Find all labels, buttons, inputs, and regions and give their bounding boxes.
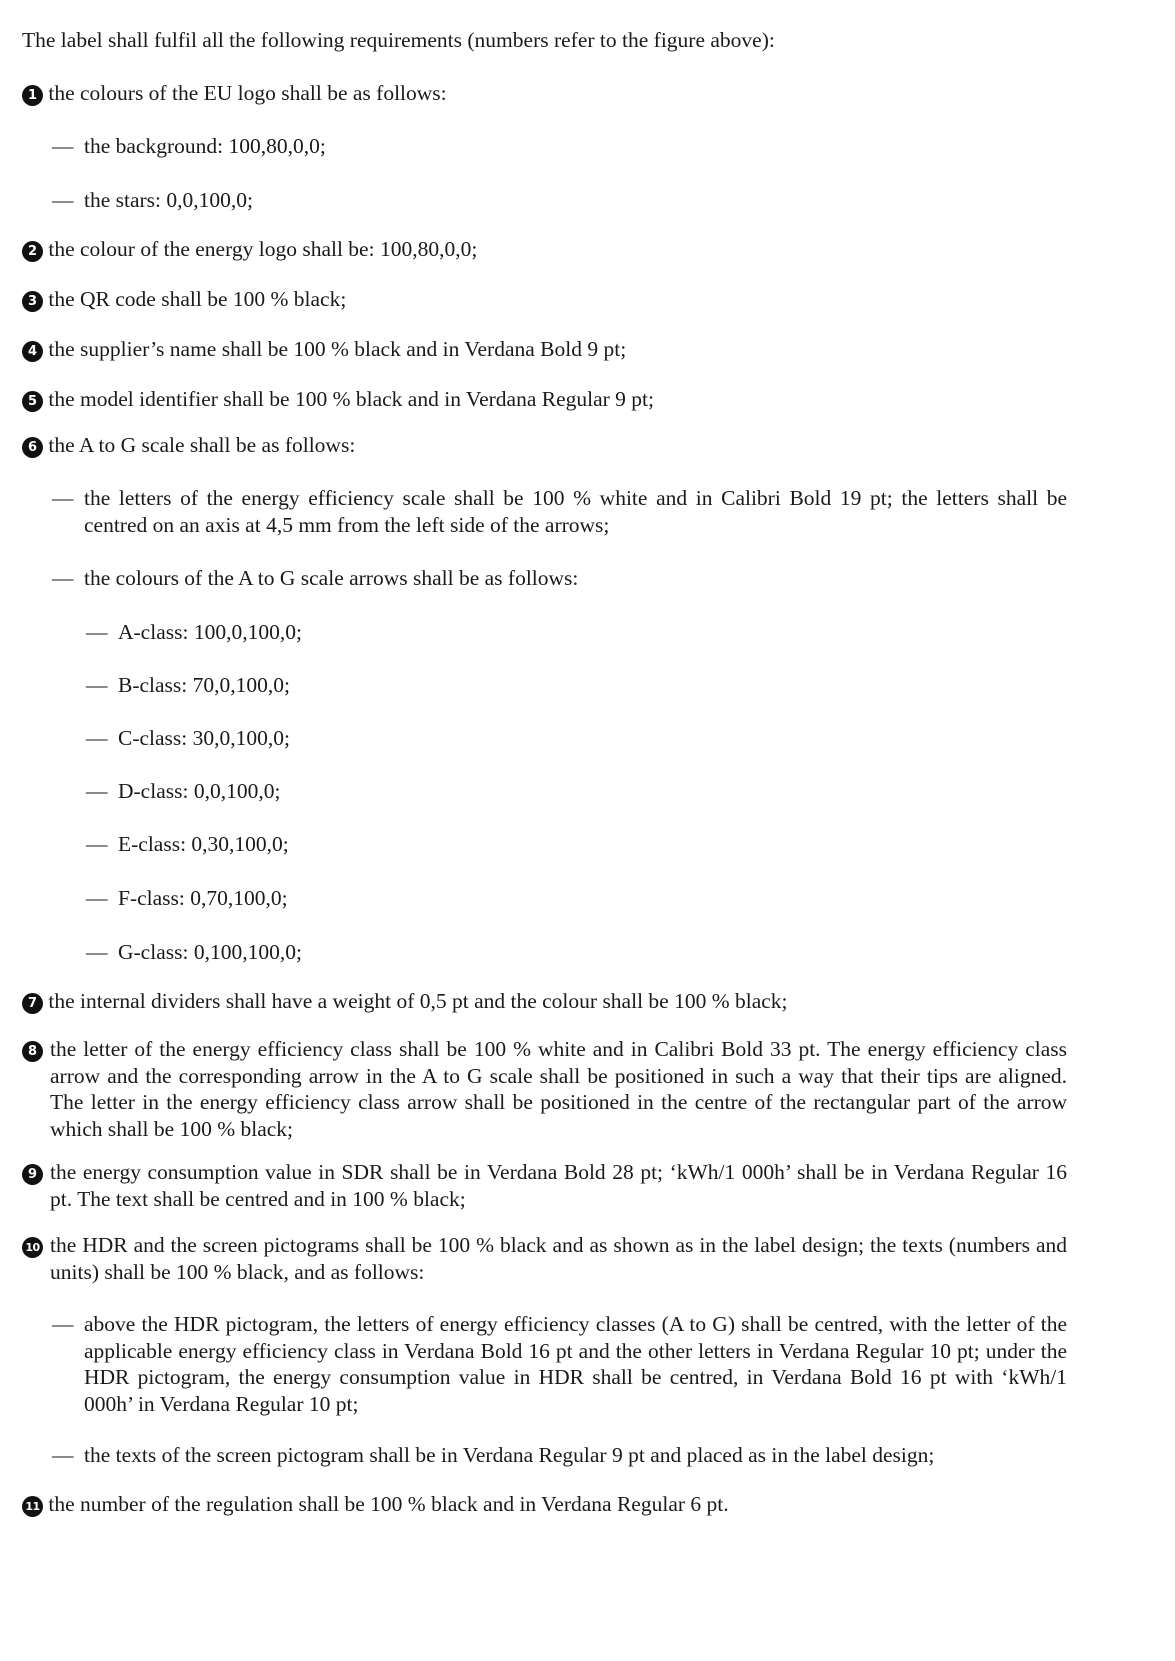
- marker-3-icon: 3: [22, 291, 43, 312]
- marker-7-icon: 7: [22, 993, 43, 1014]
- req6-letters-item: [52, 485, 84, 511]
- class-d-item: [86, 778, 280, 804]
- requirement-6-text: the A to G scale shall be as follows:: [48, 433, 356, 457]
- item-text: F-class: 0,70,100,0;: [118, 886, 288, 910]
- item-text: E-class: 0,30,100,0;: [118, 832, 289, 856]
- req10-hdr-text: above the HDR pictogram, the letters of energy efficiency classes (A to G) shall be centred, with the letter of the applicable energy efficiency class in Verdana Bold 16 pt and the other letters in Verdana Regular 10 pt; under the HDR pictogram, the energy consumption value in HDR shall be centred, in Verdana Bold 16 pt with ‘kWh/1 000h’ in Verdana Regular 10 pt;: [84, 1312, 1067, 1416]
- dash: —: [52, 134, 74, 158]
- req10-screen-item: [52, 1442, 934, 1468]
- marker-10-icon: 10: [22, 1237, 43, 1258]
- req1-stars-item: [52, 187, 253, 213]
- dash: —: [86, 726, 108, 750]
- item-text: C-class: 30,0,100,0;: [118, 726, 290, 750]
- requirement-11-text: the number of the regulation shall be 100 % black and in Verdana Regular 6 pt.: [48, 1492, 729, 1516]
- requirement-5: [22, 386, 654, 412]
- marker-1-icon: 1: [22, 85, 43, 106]
- dash: —: [52, 1443, 74, 1467]
- dash: —: [52, 486, 74, 510]
- item-text: the stars: 0,0,100,0;: [84, 188, 253, 212]
- requirement-1: [22, 80, 447, 106]
- requirement-9-text: the energy consumption value in SDR shall be in Verdana Bold 28 pt; ‘kWh/1 000h’ shall be in Verdana Regular 16 pt. The text shall be centred and in 100 % black;: [50, 1160, 1067, 1211]
- requirement-4-text: the supplier’s name shall be 100 % black and in Verdana Bold 9 pt;: [48, 337, 627, 361]
- requirement-8: [22, 1036, 43, 1062]
- dash: —: [52, 566, 74, 590]
- requirement-7-text: the internal dividers shall have a weight of 0,5 pt and the colour shall be 100 % black;: [48, 989, 788, 1013]
- class-g-item: [86, 939, 302, 965]
- req6-letters-text: the letters of the energy efficiency scale shall be 100 % white and in Calibri Bold 19 pt; the letters shall be centred on an axis at 4,5 mm from the left side of the arrows;: [84, 486, 1067, 537]
- item-text: the colours of the A to G scale arrows shall be as follows:: [84, 566, 579, 590]
- class-b-item: [86, 672, 290, 698]
- item-text: the background: 100,80,0,0;: [84, 134, 326, 158]
- marker-2-icon: 2: [22, 241, 43, 262]
- marker-4-icon: 4: [22, 341, 43, 362]
- dash: —: [52, 188, 74, 212]
- requirement-7: [22, 988, 788, 1014]
- requirement-8-text: the letter of the energy efficiency class shall be 100 % white and in Calibri Bold 33 pt. The energy efficiency class arrow and the corresponding arrow in the A to G scale shall be positioned in such a way that their tips are aligned. The letter in the energy efficiency class arrow shall be positioned in the centre of the rectangular part of the arrow which shall be 100 % black;: [50, 1037, 1067, 1141]
- requirement-1-text: the colours of the EU logo shall be as follows:: [48, 81, 447, 105]
- requirement-2: [22, 236, 477, 262]
- item-text: B-class: 70,0,100,0;: [118, 673, 290, 697]
- class-c-item: [86, 725, 290, 751]
- item-text: G-class: 0,100,100,0;: [118, 940, 302, 964]
- dash: —: [86, 886, 108, 910]
- marker-5-icon: 5: [22, 391, 43, 412]
- requirement-10: [22, 1232, 43, 1258]
- req1-background-item: [52, 133, 326, 159]
- item-text: D-class: 0,0,100,0;: [118, 779, 281, 803]
- requirement-6: [22, 432, 355, 458]
- marker-9-icon: 9: [22, 1164, 43, 1185]
- class-e-item: [86, 831, 289, 857]
- requirement-4: [22, 336, 626, 362]
- requirement-10-text: the HDR and the screen pictograms shall be 100 % black and as shown as in the label design; the texts (numbers and units) shall be 100 % black, and as follows:: [50, 1233, 1067, 1284]
- marker-11-icon: 11: [22, 1496, 43, 1517]
- dash: —: [86, 940, 108, 964]
- req6-colours-item: [52, 565, 578, 591]
- item-text: A-class: 100,0,100,0;: [118, 620, 302, 644]
- dash: —: [86, 832, 108, 856]
- requirement-2-text: the colour of the energy logo shall be: 100,80,0,0;: [48, 237, 478, 261]
- requirement-5-text: the model identifier shall be 100 % black and in Verdana Regular 9 pt;: [48, 387, 654, 411]
- class-f-item: [86, 885, 288, 911]
- marker-8-icon: 8: [22, 1041, 43, 1062]
- requirement-3-text: the QR code shall be 100 % black;: [48, 287, 347, 311]
- requirement-11: [22, 1491, 729, 1517]
- requirement-9: [22, 1159, 43, 1185]
- item-text: the texts of the screen pictogram shall be in Verdana Regular 9 pt and placed as in the label design;: [84, 1443, 935, 1467]
- dash: —: [86, 779, 108, 803]
- class-a-item: [86, 619, 302, 645]
- dash: —: [86, 673, 108, 697]
- intro-paragraph: The label shall fulfil all the following requirements (numbers refer to the figure above):: [22, 28, 775, 52]
- requirement-3: [22, 286, 346, 312]
- dash: —: [52, 1312, 74, 1336]
- req10-hdr-item: [52, 1311, 84, 1337]
- dash: —: [86, 620, 108, 644]
- marker-6-icon: 6: [22, 437, 43, 458]
